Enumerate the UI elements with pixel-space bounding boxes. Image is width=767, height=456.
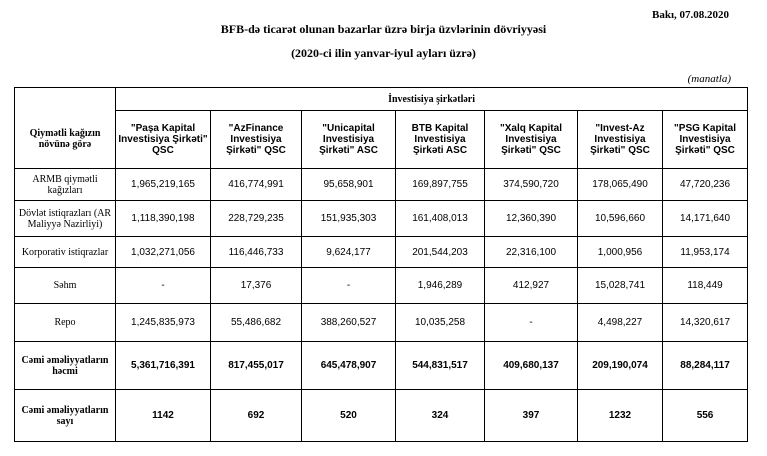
cell-value: 416,774,991 [211, 169, 302, 201]
company-header-xalq: "Xalq Kapital Investisiya Şirkəti" QSC [485, 111, 578, 169]
table-row [15, 237, 748, 268]
cell-value: 544,831,517 [396, 342, 485, 390]
row-label: Dövlət istiqrazları (AR Maliyyə Nazirliyi) [15, 201, 116, 237]
cell-value: 47,720,236 [663, 169, 748, 201]
cell-value: 1,946,289 [396, 268, 485, 304]
table-row-total-volume [15, 342, 748, 390]
row-label: Korporativ istiqrazlar [15, 237, 116, 268]
cell-value: 409,680,137 [485, 342, 578, 390]
row-label: Cəmi əməliyyatların həcmi [15, 342, 116, 390]
cell-value: 1,118,390,198 [116, 201, 211, 237]
table-row [15, 268, 748, 304]
company-header-pasha: "Paşa Kapital Investisiya Şirkəti" QSC [116, 111, 211, 169]
cell-value: 14,171,640 [663, 201, 748, 237]
report-date: Bakı, 07.08.2020 [651, 9, 729, 21]
cell-value: 15,028,741 [578, 268, 663, 304]
report-title: BFB-də ticarət olunan bazarlar üzrə birja üzvlərinin dövriyyəsi [220, 22, 547, 36]
cell-value: 692 [211, 390, 302, 442]
cell-value: 1142 [116, 390, 211, 442]
cell-value: - [485, 304, 578, 342]
company-header-azfinance: "AzFinance Investisiya Şirkəti" QSC [211, 111, 302, 169]
cell-value: 645,478,907 [302, 342, 396, 390]
company-header-unicapital: "Unicapital Investisiya Şirkəti" ASC [302, 111, 396, 169]
cell-value: 1,965,219,165 [116, 169, 211, 201]
cell-value: 4,498,227 [578, 304, 663, 342]
cell-value: 17,376 [211, 268, 302, 304]
cell-value: 151,935,303 [302, 201, 396, 237]
cell-value: 55,486,682 [211, 304, 302, 342]
cell-value: 116,446,733 [211, 237, 302, 268]
cell-value: 374,590,720 [485, 169, 578, 201]
cell-value: 412,927 [485, 268, 578, 304]
cell-value: 118,449 [663, 268, 748, 304]
turnover-table [14, 87, 748, 442]
cell-value: 388,260,527 [302, 304, 396, 342]
cell-value: 169,897,755 [396, 169, 485, 201]
cell-value: 95,658,901 [302, 169, 396, 201]
cell-value: 161,408,013 [396, 201, 485, 237]
cell-value: 397 [485, 390, 578, 442]
row-label: ARMB qiymətli kağızları [15, 169, 116, 201]
cell-value: 5,361,716,391 [116, 342, 211, 390]
cell-value: 556 [663, 390, 748, 442]
cell-value: 324 [396, 390, 485, 442]
cell-value: 1,032,271,056 [116, 237, 211, 268]
cell-value: 209,190,074 [578, 342, 663, 390]
row-label: Repo [15, 304, 116, 342]
cell-value: 201,544,203 [396, 237, 485, 268]
cell-value: 9,624,177 [302, 237, 396, 268]
cell-value: 1232 [578, 390, 663, 442]
row-label: Cəmi əməliyyatların sayı [15, 390, 116, 442]
cell-value: 1,000,956 [578, 237, 663, 268]
table-row [15, 304, 748, 342]
table-row [15, 201, 748, 237]
company-header-btb: BTB Kapital Investisiya Şirkəti ASC [396, 111, 485, 169]
cell-value: 11,953,174 [663, 237, 748, 268]
cell-value: 10,596,660 [578, 201, 663, 237]
currency-unit: (manatla) [687, 73, 731, 85]
cell-value: 10,035,258 [396, 304, 485, 342]
cell-value: 88,284,117 [663, 342, 748, 390]
cell-value: 228,729,235 [211, 201, 302, 237]
cell-value: 1,245,835,973 [116, 304, 211, 342]
cell-value: - [116, 268, 211, 304]
row-label: Səhm [15, 268, 116, 304]
table-row [15, 169, 748, 201]
cell-value: 520 [302, 390, 396, 442]
company-header-investaz: "Invest-Az Investisiya Şirkəti" QSC [578, 111, 663, 169]
cell-value: 22,316,100 [485, 237, 578, 268]
table-row-total-count [15, 390, 748, 442]
empty-corner-cell [15, 88, 116, 111]
cell-value: 178,065,490 [578, 169, 663, 201]
company-header-psg: "PSG Kapital Investisiya Şirkəti" QSC [663, 111, 748, 169]
security-type-header: Qiymətli kağızın növünə görə [15, 111, 116, 169]
group-header-investment-companies: İnvestisiya şirkətləri [116, 88, 748, 111]
cell-value: 817,455,017 [211, 342, 302, 390]
cell-value: 12,360,390 [485, 201, 578, 237]
cell-value: - [302, 268, 396, 304]
report-subtitle: (2020-ci ilin yanvar-iyul ayları üzrə) [291, 46, 476, 60]
cell-value: 14,320,617 [663, 304, 748, 342]
